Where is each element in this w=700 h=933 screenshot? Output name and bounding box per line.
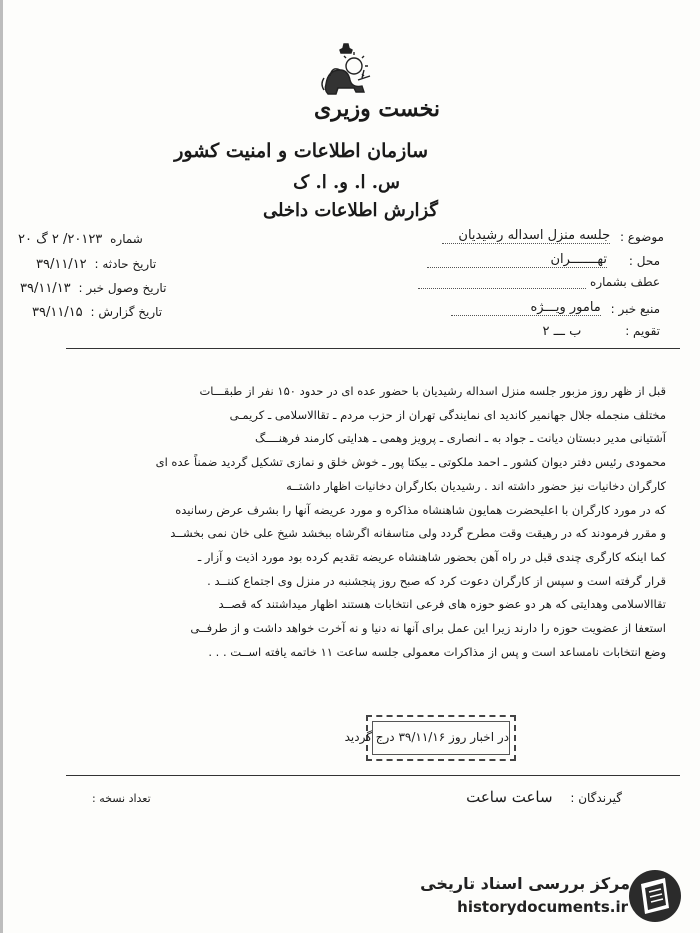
receipt-date-value: ۳۹/۱۱/۱۳ bbox=[20, 281, 71, 296]
header-line-prime-ministry: نخست وزیری bbox=[314, 96, 440, 122]
report-date-field bbox=[32, 305, 162, 320]
body-line: آشتیانی مدیر دبستان دیانت ـ جواد به ـ انصاری ـ پرویز وهمی ـ هدایتی کارمند فرهنــــگ bbox=[255, 431, 666, 446]
calendar-value: ب ـــ ۲ bbox=[542, 324, 582, 339]
lion-and-sun-emblem-icon bbox=[318, 40, 374, 100]
calendar-label: تقویم : bbox=[625, 324, 660, 338]
body-line: تقاالاسلامی وهدایتی که هر دو عضو حوزه های فرعی انتخابات هستند اظهار میداشتند که قصــد bbox=[218, 597, 666, 612]
body-line: کارگران دخانیات نیز حضور داشته اند . رشیدیان بکارگران دخانیات اظهار داشتــه bbox=[286, 478, 666, 493]
body-line: و مقرر فرمودند که در رهیقت وقت مطرح گردد ولی متاسفانه اگرشاه ببخشد شیخ علی خان نمی بخشــد bbox=[170, 526, 666, 541]
calendar-field bbox=[542, 324, 660, 339]
number-field bbox=[18, 232, 143, 247]
event-date-value: ۳۹/۱۱/۱۲ bbox=[36, 257, 87, 272]
body-line: وضع انتخابات نامساعد است و پس از مذاکرات معمولی جلسه ساعت ۱۱ خاتمه یافته اســت . . . bbox=[208, 644, 666, 659]
header-line-report-type: گزارش اطلاعات داخلی bbox=[262, 200, 438, 221]
body-line: که در مورد کارگران با اعلیحضرت همایون شاهنشاه مذاکره و مورد عریضه آنها را بشرف عرض رسانیده bbox=[175, 502, 666, 517]
report-body bbox=[42, 380, 666, 664]
source-label: منبع خبر : bbox=[610, 302, 660, 316]
recipients-signature: ساعت ساعت bbox=[466, 788, 553, 806]
header-line-abbreviation: س. ا. و. ا. ک bbox=[293, 172, 400, 193]
news-stamp bbox=[344, 715, 516, 761]
header-divider bbox=[66, 348, 680, 349]
subject-label: موضوع : bbox=[619, 230, 664, 244]
place-field bbox=[427, 252, 660, 268]
source-value: مامور ویـــژه bbox=[451, 300, 601, 316]
subject-value: جلسه منزل اسداله رشیدیان bbox=[442, 228, 610, 244]
watermark-url: historydocuments.ir bbox=[457, 898, 628, 916]
header-line-organization: سازمان اطلاعات و امنیت کشور bbox=[174, 140, 428, 162]
body-line: محمودی رئیس دفتر دیوان کشور ـ احمد ملکوتی ـ بیکتا پور ـ خوش خلق و نمازی تشکیل گردید ضمناً عده ای bbox=[155, 455, 666, 470]
receipt-date-field bbox=[20, 281, 166, 296]
news-stamp-text: در اخبار روز ۳۹/۱۱/۱۶ درج گردید bbox=[372, 721, 510, 755]
place-value: تهـــــــران bbox=[427, 252, 607, 268]
place-label: محل : bbox=[628, 254, 660, 268]
reference-value-line bbox=[418, 274, 586, 289]
recipients-label: گیرندگان : bbox=[570, 791, 622, 805]
body-line: کما اینکه کارگری چندی قبل در راه آهن بحضور شاهنشاه عریضه تقدیم کرده بود مورد اذیت و آزار ـ bbox=[197, 549, 666, 564]
body-line: استعفا از عضویت حوزه را دارند زیرا این عمل برای آنها نه دنیا و نه آخرت خواهد داشت و از طرفــی bbox=[190, 621, 666, 636]
source-field bbox=[451, 300, 660, 316]
reference-label: عطف بشماره bbox=[590, 275, 660, 289]
recipients-field bbox=[466, 788, 622, 806]
body-line: قرار گرفته است و سپس از کارگران دعوت کرد که صبح روز پنجشنبه در منزل وی اجتماع کننــد . bbox=[207, 573, 666, 588]
event-date-field bbox=[36, 257, 156, 272]
report-date-value: ۳۹/۱۱/۱۵ bbox=[32, 305, 83, 320]
body-line: قبل از ظهر روز مزبور جلسه منزل اسداله رشیدیان با حضور عده ای در حدود ۱۵۰ نفر از طبقـــات bbox=[199, 384, 666, 398]
footer-divider bbox=[66, 775, 680, 776]
copies-field: تعداد نسخه : bbox=[92, 792, 151, 805]
number-label: شماره bbox=[110, 232, 143, 246]
event-date-label: تاریخ حادثه : bbox=[94, 257, 157, 271]
receipt-date-label: تاریخ وصول خبر : bbox=[78, 281, 167, 295]
scan-edge bbox=[0, 0, 3, 933]
reference-field bbox=[418, 274, 660, 289]
body-line: مختلف منجمله جلال جهانمیر کاندید ای نمایندگی تهران از حزب مردم ـ تقاالاسلامی ـ کریمـی bbox=[229, 407, 666, 422]
watermark-title: مرکز بررسی اسناد تاریخی bbox=[420, 874, 630, 893]
report-date-label: تاریخ گزارش : bbox=[90, 305, 163, 319]
number-value: ۲۰۱۲۳/ ۲ گ ۲۰ bbox=[18, 232, 103, 247]
history-documents-logo-icon bbox=[627, 868, 683, 924]
subject-field bbox=[442, 228, 664, 244]
